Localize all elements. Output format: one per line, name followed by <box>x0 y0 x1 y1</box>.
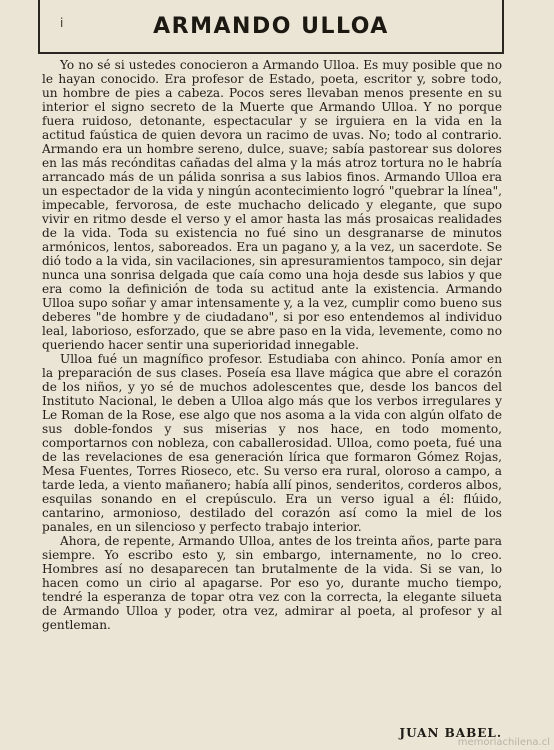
paragraph-3: Ahora, de repente, Armando Ulloa, antes de los treinta años, parte para siempre. Yo escribo esto y, sin embargo, internamente, no lo creo. Hombres así no desaparecen tan brutalmente de la vida. Si se van, lo hacen como un cirio al apagarse. Por eso yo, durante mucho tiempo, tendré la esperanza de topar otra vez con la correcta, la elegante silueta de Armando Ulloa y poder, otra vez, admirar al poeta, al profesor y al gentleman. <box>42 534 502 632</box>
paragraph-2: Ulloa fué un magnífico profesor. Estudiaba con ahinco. Ponía amor en la preparación de sus clases. Poseía esa llave mágica que abre el corazón de los niños, y yo sé de muchos adolescentes que, desde los bancos del Instituto Nacional, le deben a Ulloa algo más que los verbos irregulares y Le Roman de la Rose, ese algo que nos asoma a la vida con algún olfato de sus doble-fondos y sus miserias y nos hace, en todo momento, comportarnos con nobleza, con caballerosidad. Ulloa, como poeta, fué una de las revelaciones de esa generación lírica que formaron Gómez Rojas, Mesa Fuentes, Torres Rioseco, etc. Su verso era rural, oloroso a campo, a tarde leda, a viento mañanero; había allí pinos, senderitos, corderos albos, esquilas sonando en el crepúsculo. Era un verso igual a él: flúido, cantarino, armonioso, destilado del corazón así como la miel de los panales, en un silencioso y perfecto trabajo interior. <box>42 352 502 534</box>
paragraph-1: Yo no sé si ustedes conocieron a Armando Ulloa. Es muy posible que no le hayan conocido. Era profesor de Estado, poeta, escritor y, sobre todo, un hombre de pies a cabeza. Pocos seres llevaban menos presente en su interior el signo secreto de la Muerte que Armando Ulloa. Y no porque fuera ruidoso, detonante, espectacular y se irguiera en la vida en la actitud faústica de quien devora un racimo de uvas. No; todo al contrario. Armando era un hombre sereno, dulce, suave; sabía pastorear sus dolores en las más recónditas cañadas del alma y la más atroz tortura no le habría arrancado más de un pálida sonrisa a sus labios finos. Armando Ulloa era un espectador de la vida y ningún acontecimiento logró "quebrar la línea", impecable, fervorosa, de este muchacho delicado y elegante, que supo vivir en ritmo desde el verso y el amor hasta las más prosaicas realidades de la vida. Toda su existencia no fué sino un desgranarse de minutos armónicos, lentos, saboreados. Era un pagano y, a la vez, un sacerdote. Se dió todo a la vida, sin vacilaciones, sin apresuramientos tampoco, sin dejar nunca una sonrisa delgada que caía como una hoja desde sus labios y que era como la definición de toda su actitud ante la existencia. Armando Ulloa supo soñar y amar intensamente y, a la vez, cumplir como bueno sus deberes "de hombre y de ciudadano", si por eso entendemos al individuo leal, laborioso, esforzado, que se abre paso en la vida, levemente, como no queriendo hacer sentir una superioridad innegable. <box>42 58 502 352</box>
source-watermark: memoriachilena.cl <box>457 737 550 748</box>
corner-mark: i <box>60 16 64 30</box>
title-frame <box>38 0 504 54</box>
article-title: ARMANDO ULLOA <box>153 13 389 39</box>
author-signature: JUAN BABEL. <box>399 726 502 740</box>
article-body <box>42 58 502 632</box>
